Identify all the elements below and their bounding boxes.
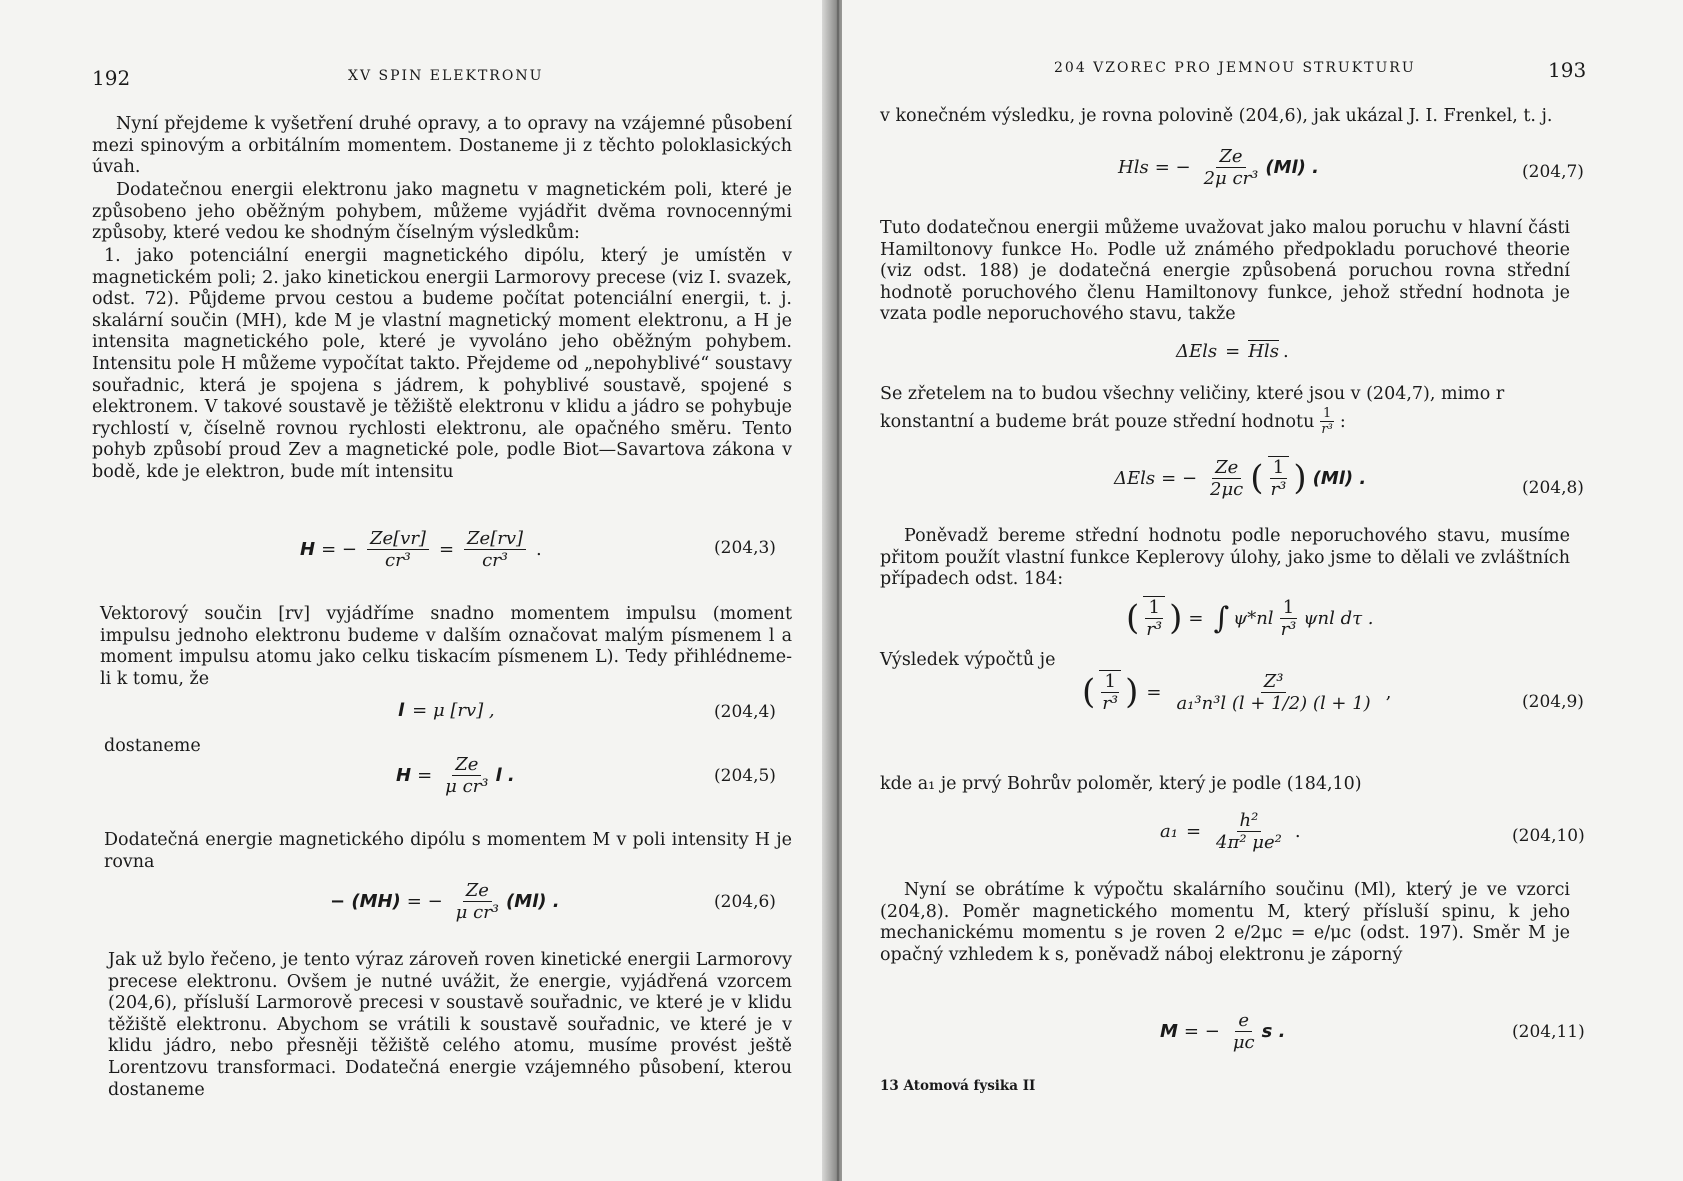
fraction: $\frac{Ze}{\text{μ cr³}}$	[455, 880, 499, 923]
fraction: $\frac{Ze}{\text{μ cr³}}$	[445, 754, 489, 797]
equation-integral: ( $\frac{1}{\text{r³}}$ ) = ∫ ψ*nl $\frac{1}{\text{r³}}$ ψnl dτ .	[1126, 596, 1374, 640]
equation-number: (204,8)	[1522, 478, 1584, 498]
eq-term: ψnl dτ .	[1303, 607, 1374, 629]
fraction: $\frac{1}{\text{r³}}$	[1321, 406, 1333, 437]
equation-number: (204,7)	[1522, 162, 1584, 182]
equation-number: (204,9)	[1522, 692, 1584, 712]
paragraph: kde a₁ je prvý Bohrův poloměr, který je podle (184,10)	[880, 774, 1362, 794]
eq-operator: =	[438, 539, 455, 560]
paragraph: Nyní přejdeme k vyšetření druhé opravy, a to opravy na vzájemné působení mezi spinovým a orbitálním momentem. Dostaneme ji z těchto poloklasických úvah.	[92, 114, 792, 178]
eq-operator: =	[417, 765, 433, 786]
integral-sign: ∫	[1213, 600, 1230, 636]
eq-lhs: ΔEls	[1114, 467, 1156, 489]
fraction: $\frac{1}{\text{r³}}$	[1143, 596, 1165, 640]
equation-delta-e	[1176, 340, 1289, 362]
eq-operator: = −	[1154, 157, 1191, 178]
paragraph: dostaneme	[104, 736, 201, 756]
paragraph: Se zřetelem na to budou všechny veličiny, které jsou v (204,7), mimo r	[880, 384, 1505, 404]
equation-number: (204,5)	[714, 766, 776, 786]
equation-number: (204,10)	[1512, 826, 1585, 846]
paragraph-text: :	[1339, 411, 1346, 432]
eq-term: ψ*nl	[1233, 607, 1274, 629]
paragraph: Dodatečná energie magnetického dipólu s momentem M v poli intensity H je rovna	[104, 830, 792, 872]
running-head: 204 VZOREC PRO JEMNOU STRUKTURU	[1054, 60, 1416, 76]
eq-punct: .	[1282, 340, 1289, 362]
fraction: $\frac{Ze[rv]}{\text{cr³}}$	[464, 528, 526, 571]
paragraph-line	[880, 406, 1346, 437]
eq-operator: =	[1146, 681, 1162, 703]
eq-operator: = −	[406, 891, 443, 912]
fraction: $\frac{\text{h²}}{\text{4π² μe²}}$	[1216, 810, 1282, 853]
fraction: $\frac{1}{\text{r³}}$	[1268, 456, 1290, 500]
equation-number: (204,11)	[1512, 1022, 1585, 1042]
paragraph: 1. jako potenciální energii magnetického dipólu, který je umístěn v magnetickém poli; 2. jako kinetickou energii Larmorovy precese (viz I. svazek, odst. 72). Půjdeme prvou cestou a budeme počítat potenciální energii, t. j. skalární součin (MH), kde M je vlastní magnetický moment elektronu, a H je intensita magnetického pole, které je vyvoláno jeho oběžným pohybem. Intensitu pole H můžeme vypočítat takto. Přejdeme od „nepohyblivé“ soustavy souřadnic, která je spojena s jádrem, k pohyblivé soustavě, spojené s elektronem. V takové soustavě je těžiště elektronu v klidu a jádro se pohybuje rychlostí v, číselně rovnou rychlosti elektronu, ale opačného směru. Tento pohyb způsobí proud Zev a magnetické pole, podle Biot—Savartova zákona v bodě, kde je elektron, bude mít intensitu	[92, 246, 792, 482]
eq-rhs: (Ml) .	[1265, 157, 1320, 178]
fraction: $\frac{Ze[vr]}{\text{cr³}}$	[367, 528, 429, 571]
eq-rhs: Hls	[1248, 341, 1279, 362]
equation-204-9: ( $\frac{1}{\text{r³}}$ ) = $\frac{\text{Z³}}{\text{a₁³n³l (l + 1/2) (l + 1)}}$ ,	[1082, 670, 1392, 714]
left-page	[0, 0, 832, 1181]
eq-rhs: = μ [rv] ,	[412, 700, 495, 721]
eq-operator: =	[1188, 607, 1204, 629]
eq-lhs: M	[1160, 1021, 1178, 1042]
eq-operator: =	[1225, 340, 1241, 362]
footer: 13 Atomová fysika II	[880, 1078, 1036, 1094]
page-number: 193	[1548, 58, 1587, 82]
paragraph: v konečném výsledku, je rovna polovině (204,6), jak ukázal J. I. Frenkel, t. j.	[880, 106, 1553, 126]
eq-operator: = −	[1183, 1021, 1220, 1042]
equation-204-10	[1160, 810, 1301, 853]
fraction: $\frac{Ze}{2\mu c}$	[1210, 456, 1244, 500]
eq-lhs: ΔEls	[1176, 340, 1218, 362]
eq-lhs: − (MH)	[330, 891, 401, 912]
equation-number: (204,6)	[714, 892, 776, 912]
page-number: 192	[92, 66, 131, 90]
equation-204-11	[1160, 1010, 1285, 1053]
eq-punct: .	[536, 539, 542, 560]
equation-number: (204,4)	[714, 702, 776, 722]
eq-rhs: l .	[495, 765, 515, 786]
paragraph: Tuto dodatečnou energii můžeme uvažovat jako malou poruchu v hlavní části Hamiltonovy funkce H₀. Podle už známého předpokladu poruchové theorie (viz odst. 188) je dodatečná energie způsobená poruchou rovna střední hodnotě poruchového členu Hamiltonovy funkce, jehož střední hodnota je vzata podle neporuchového stavu, takže	[880, 218, 1570, 325]
eq-punct: ,	[1385, 681, 1392, 703]
right-page	[842, 0, 1683, 1181]
eq-rhs: (Ml) .	[506, 891, 560, 912]
eq-lhs: Hls	[1118, 157, 1149, 178]
eq-lhs: a₁	[1160, 821, 1178, 842]
equation-204-6	[330, 880, 560, 923]
equation-204-7	[1118, 146, 1319, 189]
fraction: $\frac{\text{Z³}}{\text{a₁³n³l (l + 1/2) (l + 1)}}$	[1176, 670, 1371, 714]
paragraph-text: konstantní a budeme brát pouze střední hodnotu	[880, 411, 1315, 432]
paragraph: Nyní se obrátíme k výpočtu skalárního součinu (Ml), který je ve vzorci (204,8). Poměr magnetického momentu M, který přísluší spinu, k jeho mechanickému momentu s je roven 2 e/2μc = e/μc (odst. 197). Směr M je opačný vzhledem k s, poněvadž náboj elektronu je záporný	[880, 880, 1570, 965]
paragraph: Výsledek výpočtů je	[880, 650, 1056, 670]
eq-punct: .	[1294, 821, 1301, 842]
eq-operator: = −	[1161, 467, 1198, 489]
paragraph: Jak už bylo řečeno, je tento výraz zároveň roven kinetické energii Larmorovy precese elektronu. Ovšem je nutné uvážit, že energie, vyjádřená vzorcem (204,6), přísluší Larmorově precesi v soustavě souřadnic, ve které je v klidu těžiště elektronu. Abychom se vrátili k soustavě souřadnic, ve které je v klidu jádro, nebo přesněji těžiště celého atomu, musíme provést ještě Lorentzovu transformaci. Dodatečná energie vzájemného působení, kterou dostaneme	[108, 950, 792, 1100]
fraction: $\frac{1}{\text{r³}}$	[1280, 596, 1297, 640]
eq-symbol: l	[398, 700, 405, 721]
equation-204-5	[396, 754, 515, 797]
fraction: $\frac{e}{\mu c}$	[1232, 1010, 1255, 1053]
fraction: $\frac{Ze}{\text{2μ cr³}}$	[1203, 146, 1259, 189]
eq-operator: = −	[321, 539, 357, 560]
eq-operator: =	[1185, 821, 1202, 842]
equation-number: (204,3)	[714, 538, 776, 558]
equation-204-4	[398, 700, 495, 721]
eq-symbol: H	[300, 539, 316, 560]
equation-204-8: ΔEls = − $\frac{Ze}{2\mu c}$ ( $\frac{1}{\text{r³}}$ ) (Ml) .	[1114, 456, 1367, 500]
paragraph: Vektorový součin [rv] vyjádříme snadno momentem impulsu (moment impulsu jednoho elektronu budeme v dalším označovat malým písmenem l a moment impulsu atomu jako celku tiskacím písmenem L). Tedy přihlédneme-li k tomu, že	[100, 604, 792, 689]
eq-symbol: H	[396, 765, 412, 786]
paragraph: Poněvadž bereme střední hodnotu podle neporuchového stavu, musíme přitom použít vlastní funkce Keplerovy úlohy, jako jsme to dělali ve zvláštních případech odst. 184:	[880, 526, 1570, 590]
equation-204-3	[300, 528, 542, 571]
eq-rhs: s .	[1261, 1021, 1286, 1042]
running-head: XV SPIN ELEKTRONU	[348, 68, 544, 84]
eq-rhs: (Ml) .	[1312, 467, 1367, 489]
fraction: $\frac{1}{\text{r³}}$	[1099, 670, 1121, 714]
paragraph: Dodatečnou energii elektronu jako magnetu v magnetickém poli, které je způsobeno jeho oběžným pohybem, můžeme vyjádřit dvěma rovnocennými způsoby, které vedou ke shodným číselným výsledkům:	[92, 180, 792, 244]
